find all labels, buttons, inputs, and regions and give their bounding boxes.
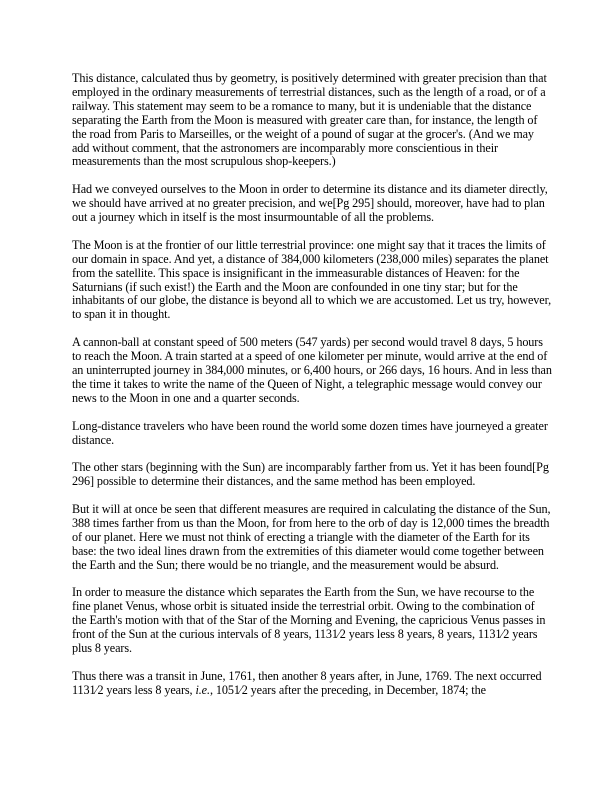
document-page xyxy=(72,72,552,712)
paragraph-geometry-precision: This distance, calculated thus by geometry, is positively determined with greater precision than that employed in the ordinary measurements of terrestrial distances, such as the length of a road, or of a railway. This statement may seem to be a romance to many, but it is undeniable that the distance separating the Earth from the Moon is measured with greater care than, for instance, the length of the road from Paris to Marseilles, or the weight of a pound of sugar at the grocer's. (And we may add without comment, that the astronomers are incomparably more conscientious in their measurements than the most scrupulous shop-keepers.) xyxy=(72,71,547,169)
paragraph-travelers: Long-distance travelers who have been round the world some dozen times have journeyed a greater distance. xyxy=(72,418,548,447)
paragraph-moon-frontier: The Moon is at the frontier of our little terrestrial province: one might say that it traces the limits of our domain in space. And yet, a distance of 384,000 kilometers (238,000 miles) separates the planet from the satellite. This space is insignificant in the immeasurable distances of Heaven: for the Saturnians (if such exist!) the Earth and the Moon are confounded in one tiny star; but for the inhabitants of our globe, the distance is beyond all to which we are accustomed. Let us try, however, to span it in thought. xyxy=(72,237,552,322)
paragraph-cannon-ball: A cannon-ball at constant speed of 500 meters (547 yards) per second would travel 8 days, 5 hours to reach the Moon. A train started at a speed of one kilometer per minute, would arrive at the end of an uninterrupted journey in 384,000 minutes, or 6,400 hours, or 266 days, 16 hours. And in less than the time it takes to write the name of the Queen of Night, a telegraphic message would convey our news to the Moon in one and a quarter seconds. xyxy=(72,335,552,405)
paragraph-journey-to-moon: Had we conveyed ourselves to the Moon in order to determine its distance and its diameter directly, we should have arrived at no greater precision, and we[Pg 295] should, moreover, have had to plan out a journey which in itself is the most insurmountable of all the problems. xyxy=(72,182,548,225)
transit-text-start: Thus there was a transit in June, 1761, then another 8 years after, in June, 1769. The next occurred 1131⁄2 years less 8 years, xyxy=(72,668,542,697)
paragraph-sun-distance: But it will at once be seen that different measures are required in calculating the distance of the Sun, 388 times farther from us than the Moon, for from here to the orb of day is 12,000 times the breadth of our planet. Here we must not think of erecting a triangle with the diameter of the Earth for its base: the two ideal lines drawn from the extremities of this diameter would come together between the Earth and the Sun; there would be no triangle, and the measurement would be absurd. xyxy=(72,502,551,572)
paragraph-venus: In order to measure the distance which separates the Earth from the Sun, we have recourse to the fine planet Venus, whose orbit is situated inside the terrestrial orbit. Owing to the combination of the Earth's motion with that of the Star of the Morning and Evening, the capricious Venus passes in front of the Sun at the curious intervals of 8 years, 1131⁄2 years less 8 years, 8 years, 1131⁄2 years plus 8 years. xyxy=(72,585,546,656)
paragraph-other-stars: The other stars (beginning with the Sun) are incomparably farther from us. Yet it has been found[Pg 296] possible to determine their distances, and the same method has been employed. xyxy=(72,460,549,489)
transit-text-end: , 1051⁄2 years after the preceding, in December, 1874; the xyxy=(209,682,486,697)
transit-text-italic: i.e. xyxy=(195,682,210,697)
paragraph-transits xyxy=(72,670,552,698)
